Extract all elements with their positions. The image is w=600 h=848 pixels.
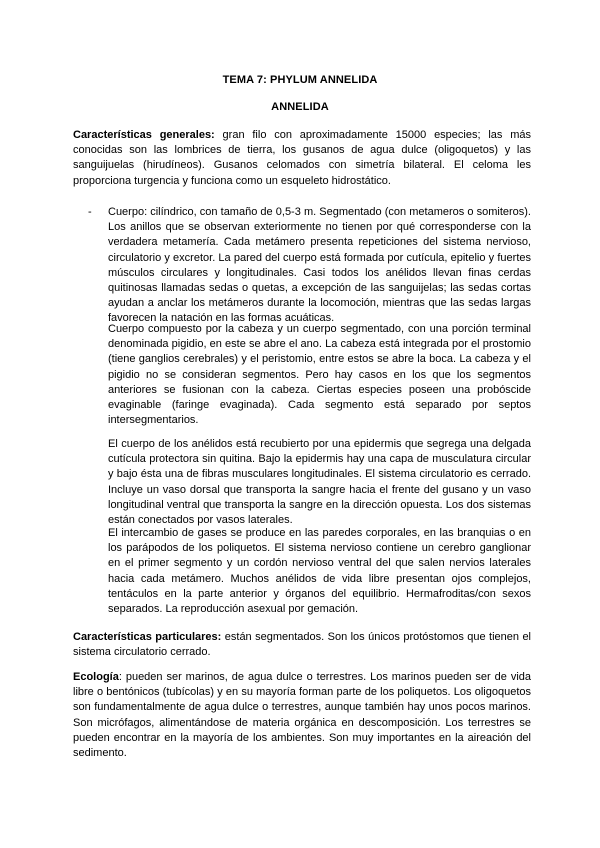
- paragraph-cabeza: Cuerpo compuesto por la cabeza y un cuerpo segmentado, con una porción terminal denominada pigidio, en este se abre el ano. La cabeza está integrada por el prostomio (tiene ganglios cerebrales) y el peristomio, entre estos se abre la boca. La cabeza y el pigidio no se consideran segmentos. Pero hay casos en los que los segmentos anteriores se fusionan con la cabeza. Ciertas especies poseen una probóscide evaginable (faringe evaginada). Cada segmento está separado por septos intersegmentarios.: [108, 323, 531, 427]
- main-title: TEMA 7: PHYLUM ANNELIDA: [222, 74, 378, 86]
- paragraph-intercambio-gases: El intercambio de gases se produce en las paredes corporales, en las branquias o en los parápodos de los poliquetos. El sistema nervioso contiene un cerebro ganglionar en el primer segmento y un cordón nervioso ventral del que salen nervios laterales hacia cada metámero. Muchos anélidos de vida libre presentan ojos complejos, tentáculos en la parte anterior y órganos del equilibrio. Hermafroditas/con sexos separados. La reproducción asexual por gemación.: [108, 527, 531, 616]
- text-caracteristicas-generales: gran filo con aproximadamente 15000 especies; las más conocidas son las lombrices de tierra, los gusanos de agua dulce (oligoquetos) y las sanguijuelas (hirudíneos). Gusanos celomados con simetría bilateral. El celoma les proporciona turgencia y funciona como un esqueleto hidrostático.: [73, 129, 532, 187]
- paragraph-cuerpo: Cuerpo: cilíndrico, con tamaño de 0,5-3 m. Segmentado (con metameros o somiteros). Los anillos que se observan exteriormente no tienen por qué corresponderse con la verdadera metamería. Cada metámero presenta repeticiones del sistema nervioso, circulatorio y excretor. La pared del cuerpo está formada por cutícula, epitelio y fuertes músculos circulares y longitudinales. Casi todos los anélidos llevan finas cerdas quitinosas llamadas sedas o quetas, a excepción de las sanguijelas; las sedas cortas ayudan a anclar los metámeros durante la locomoción, mientras que las sedas largas favorecen la natación en las formas acuáticas.: [108, 206, 531, 325]
- section-title: ANNELIDA: [271, 101, 329, 113]
- paragraph-epidermis: El cuerpo de los anélidos está recubierto por una epidermis que segrega una delgada cutícula protectora sin quitina. Bajo la epidermis hay una capa de musculatura circular y bajo ésta una de fibras musculares longitudinales. El sistema circulatorio es cerrado. Incluye un vaso dorsal que transporta la sangre hacia el frente del gusano y un vaso longitudinal ventral que transporta la sangre en la dirección opuesta. Los dos sistemas están conectados por vasos laterales.: [108, 438, 531, 527]
- bullet-marker: -: [88, 206, 92, 218]
- label-caracteristicas-particulares: Características particulares:: [73, 631, 222, 643]
- paragraph-caracteristicas-generales: [73, 128, 531, 189]
- paragraph-ecologia: [73, 670, 531, 761]
- label-ecologia: Ecología: [73, 671, 119, 683]
- text-caracteristicas-particulares: están segmentados. Son los únicos protóstomos que tienen el sistema circulatorio cerrado.: [73, 631, 532, 659]
- label-caracteristicas-generales: Características generales:: [73, 129, 215, 141]
- paragraph-caracteristicas-particulares: [73, 630, 531, 660]
- text-ecologia: : pueden ser marinos, de agua dulce o terrestres. Los marinos pueden ser de vida libre o bentónicos (tubícolas) y en su mayoría forman parte de los poliquetos. Los oligoquetos son fundamentalmente de agua dulce o terrestres, aunque también hay unos pocos marinos. Son micrófagos, alimentándose de materia orgánica en descomposición. Los terrestres se pueden encontrar en la mayoría de los ambientes. Son muy importantes en la aireación del sedimento.: [73, 671, 531, 760]
